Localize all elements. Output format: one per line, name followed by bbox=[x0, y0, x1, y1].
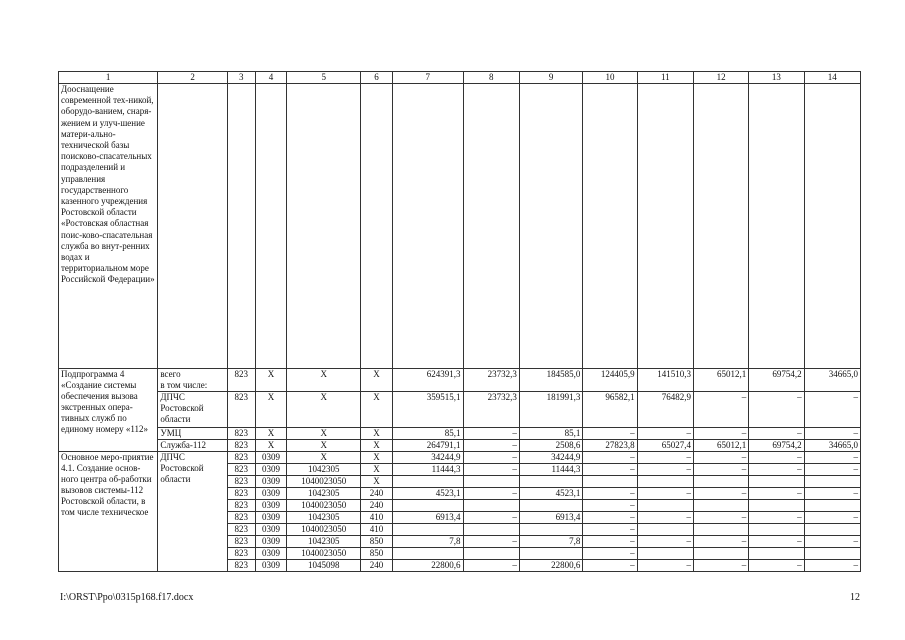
table-row bbox=[59, 452, 861, 464]
cell-c13: 69754,2 bbox=[749, 440, 804, 452]
cell-c3: 823 bbox=[227, 536, 255, 548]
executor-cell: ДПЧС Ростовской области bbox=[158, 392, 228, 428]
cell-c10: – bbox=[583, 560, 637, 572]
cell-c13: – bbox=[749, 392, 804, 428]
col-header: 14 bbox=[804, 72, 860, 84]
cell-c10: – bbox=[583, 536, 637, 548]
cell-c10: – bbox=[583, 464, 637, 476]
executor-cell: всего в том числе: bbox=[158, 369, 228, 392]
cell-c8 bbox=[463, 500, 519, 512]
cell-c6: X bbox=[361, 464, 393, 476]
cell-c4: 0309 bbox=[255, 500, 287, 512]
executor-cell: Служба-112 bbox=[158, 440, 228, 452]
cell-c8: – bbox=[463, 560, 519, 572]
cell-c4: 0309 bbox=[255, 488, 287, 500]
cell-c14 bbox=[804, 476, 860, 488]
cell-c14: – bbox=[804, 512, 860, 524]
cell-c4: 0309 bbox=[255, 512, 287, 524]
col-header: 11 bbox=[637, 72, 693, 84]
cell-c12 bbox=[693, 548, 748, 560]
cell-c5: 1042305 bbox=[287, 488, 361, 500]
cell-c7: 34244,9 bbox=[392, 452, 463, 464]
cell-c10: – bbox=[583, 512, 637, 524]
cell-c11 bbox=[637, 476, 693, 488]
cell-c11 bbox=[637, 500, 693, 512]
cell-c4: X bbox=[255, 369, 287, 392]
cell-c9: 85,1 bbox=[519, 428, 583, 440]
cell-c7: 7,8 bbox=[392, 536, 463, 548]
cell-c13: 69754,2 bbox=[749, 369, 804, 392]
cell-c5: X bbox=[287, 392, 361, 428]
cell-c12: 65012,1 bbox=[693, 369, 748, 392]
col-header: 13 bbox=[749, 72, 804, 84]
cell-c11 bbox=[637, 548, 693, 560]
col-header: 6 bbox=[361, 72, 393, 84]
cell-c11: – bbox=[637, 488, 693, 500]
cell-c9: 184585,0 bbox=[519, 369, 583, 392]
cell-c6: 240 bbox=[361, 488, 393, 500]
cell-c3: 823 bbox=[227, 524, 255, 536]
cell-c5: X bbox=[287, 440, 361, 452]
cell-c8: – bbox=[463, 464, 519, 476]
col-header: 2 bbox=[158, 72, 228, 84]
cell-c14: – bbox=[804, 464, 860, 476]
col-header: 1 bbox=[59, 72, 158, 84]
cell-c6: X bbox=[361, 440, 393, 452]
cell-c5: 1040023050 bbox=[287, 500, 361, 512]
cell-c9: 181991,3 bbox=[519, 392, 583, 428]
cell-c9: 4523,1 bbox=[519, 488, 583, 500]
cell-c12 bbox=[693, 476, 748, 488]
cell-c8 bbox=[463, 548, 519, 560]
cell-c5: 1042305 bbox=[287, 536, 361, 548]
cell-c13: – bbox=[749, 428, 804, 440]
cell-c5: 1045098 bbox=[287, 560, 361, 572]
cell-c12: – bbox=[693, 392, 748, 428]
cell-c7 bbox=[392, 548, 463, 560]
cell-c8: – bbox=[463, 428, 519, 440]
cell-c6: X bbox=[361, 369, 393, 392]
cell-c13: – bbox=[749, 536, 804, 548]
cell-c3: 823 bbox=[227, 464, 255, 476]
cell-c7: 4523,1 bbox=[392, 488, 463, 500]
cell-c4: X bbox=[255, 428, 287, 440]
cell-c14: – bbox=[804, 536, 860, 548]
cell-c7: 264791,1 bbox=[392, 440, 463, 452]
cell-c8: 23732,3 bbox=[463, 392, 519, 428]
cell-c8: – bbox=[463, 440, 519, 452]
cell-c10: – bbox=[583, 524, 637, 536]
page-number: 12 bbox=[850, 592, 860, 603]
cell-c5: 1040023050 bbox=[287, 524, 361, 536]
cell-c3: 823 bbox=[227, 560, 255, 572]
col-header: 10 bbox=[583, 72, 637, 84]
cell-c7: 624391,3 bbox=[392, 369, 463, 392]
cell-c13 bbox=[749, 476, 804, 488]
col-header: 4 bbox=[255, 72, 287, 84]
cell-c6: X bbox=[361, 452, 393, 464]
col-header: 12 bbox=[693, 72, 748, 84]
cell-c11: – bbox=[637, 560, 693, 572]
cell-c4: 0309 bbox=[255, 536, 287, 548]
table-row bbox=[59, 369, 861, 392]
cell-c10: – bbox=[583, 488, 637, 500]
cell-c12: – bbox=[693, 560, 748, 572]
cell-c10: 124405,9 bbox=[583, 369, 637, 392]
cell-c3: 823 bbox=[227, 488, 255, 500]
cell-c3: 823 bbox=[227, 512, 255, 524]
cell-c9: 22800,6 bbox=[519, 560, 583, 572]
cell-c8: 23732,3 bbox=[463, 369, 519, 392]
cell-c9: 6913,4 bbox=[519, 512, 583, 524]
cell-c13: – bbox=[749, 452, 804, 464]
cell-c4: X bbox=[255, 440, 287, 452]
cell-c4: 0309 bbox=[255, 560, 287, 572]
file-path: I:\ORST\Ppo\0315p168.f17.docx bbox=[60, 592, 194, 603]
cell-c3: 823 bbox=[227, 548, 255, 560]
cell-c3: 823 bbox=[227, 428, 255, 440]
cell-c9 bbox=[519, 548, 583, 560]
cell-c14: – bbox=[804, 488, 860, 500]
cell-c5: 1042305 bbox=[287, 464, 361, 476]
cell-c13: – bbox=[749, 560, 804, 572]
block1-description: Дооснащение современной тех-никой, оборудо-ванием, снаря-жением и улуч-шение матери-ально-технической базы поисково-спасательных подразделений и управления государственного казенного учреждения Ростовской области «Ростовская областная поис-ково-спасательная служба во внут-ренних водах и территориальном море Российской Федерации» bbox=[59, 84, 158, 369]
cell-c12: 65012,1 bbox=[693, 440, 748, 452]
cell-c3: 823 bbox=[227, 500, 255, 512]
cell-c12: – bbox=[693, 428, 748, 440]
cell-c3: 823 bbox=[227, 452, 255, 464]
cell-c4: 0309 bbox=[255, 548, 287, 560]
cell-c14: – bbox=[804, 428, 860, 440]
cell-c13 bbox=[749, 500, 804, 512]
cell-c12 bbox=[693, 500, 748, 512]
cell-c9 bbox=[519, 524, 583, 536]
cell-c7: 85,1 bbox=[392, 428, 463, 440]
cell-c14 bbox=[804, 524, 860, 536]
cell-c5: 1040023050 bbox=[287, 476, 361, 488]
cell-c5: X bbox=[287, 369, 361, 392]
cell-c13 bbox=[749, 524, 804, 536]
cell-c10 bbox=[583, 476, 637, 488]
executor-cell: УМЦ bbox=[158, 428, 228, 440]
cell-c3: 823 bbox=[227, 392, 255, 428]
table-row bbox=[59, 392, 861, 428]
cell-c13: – bbox=[749, 488, 804, 500]
cell-c9: 2508,6 bbox=[519, 440, 583, 452]
cell-c11: 65027,4 bbox=[637, 440, 693, 452]
cell-c7: 11444,3 bbox=[392, 464, 463, 476]
cell-c6: X bbox=[361, 476, 393, 488]
cell-c3: 823 bbox=[227, 440, 255, 452]
cell-c6: 850 bbox=[361, 536, 393, 548]
table-row bbox=[59, 428, 861, 440]
cell-c6: 410 bbox=[361, 524, 393, 536]
cell-c12: – bbox=[693, 512, 748, 524]
cell-c7: 359515,1 bbox=[392, 392, 463, 428]
subprogram-title: Подпрограмма 4 «Создание системы обеспечения вызова экстренных опера-тивных служб по единому номеру «112» bbox=[59, 369, 158, 452]
cell-c14: 34665,0 bbox=[804, 369, 860, 392]
cell-c9: 7,8 bbox=[519, 536, 583, 548]
cell-c4: X bbox=[255, 392, 287, 428]
cell-c6: X bbox=[361, 428, 393, 440]
cell-c11: – bbox=[637, 536, 693, 548]
cell-c12: – bbox=[693, 488, 748, 500]
cell-c12 bbox=[693, 524, 748, 536]
cell-c5: 1040023050 bbox=[287, 548, 361, 560]
cell-c3: 823 bbox=[227, 476, 255, 488]
cell-c6: 850 bbox=[361, 548, 393, 560]
cell-c7 bbox=[392, 476, 463, 488]
cell-c10: – bbox=[583, 500, 637, 512]
cell-c11: – bbox=[637, 512, 693, 524]
cell-c8: – bbox=[463, 452, 519, 464]
cell-c13 bbox=[749, 548, 804, 560]
cell-c9: 11444,3 bbox=[519, 464, 583, 476]
cell-c7: 6913,4 bbox=[392, 512, 463, 524]
cell-c13: – bbox=[749, 464, 804, 476]
table-row bbox=[59, 84, 861, 369]
cell-c8: – bbox=[463, 512, 519, 524]
cell-c4: 0309 bbox=[255, 476, 287, 488]
budget-table bbox=[58, 71, 861, 572]
cell-c3: 823 bbox=[227, 369, 255, 392]
cell-c10: 27823,8 bbox=[583, 440, 637, 452]
cell-c14 bbox=[804, 548, 860, 560]
cell-c10: – bbox=[583, 428, 637, 440]
cell-c9 bbox=[519, 500, 583, 512]
table-row bbox=[59, 440, 861, 452]
col-header: 7 bbox=[392, 72, 463, 84]
cell-c10: – bbox=[583, 452, 637, 464]
cell-c8 bbox=[463, 524, 519, 536]
cell-c14: – bbox=[804, 452, 860, 464]
header-row bbox=[59, 72, 861, 84]
cell-c6: 410 bbox=[361, 512, 393, 524]
cell-c13: – bbox=[749, 512, 804, 524]
col-header: 3 bbox=[227, 72, 255, 84]
cell-c8: – bbox=[463, 488, 519, 500]
measure-executor: ДПЧС Ростовской области bbox=[158, 452, 228, 572]
cell-c11: – bbox=[637, 452, 693, 464]
cell-c14: – bbox=[804, 560, 860, 572]
cell-c4: 0309 bbox=[255, 524, 287, 536]
cell-c12: – bbox=[693, 464, 748, 476]
cell-c14 bbox=[804, 500, 860, 512]
cell-c11 bbox=[637, 524, 693, 536]
cell-c12: – bbox=[693, 536, 748, 548]
cell-c7: 22800,6 bbox=[392, 560, 463, 572]
cell-c12: – bbox=[693, 452, 748, 464]
cell-c8 bbox=[463, 476, 519, 488]
cell-c11: – bbox=[637, 464, 693, 476]
cell-c9: 34244,9 bbox=[519, 452, 583, 464]
cell-c6: X bbox=[361, 392, 393, 428]
cell-c7 bbox=[392, 500, 463, 512]
col-header: 8 bbox=[463, 72, 519, 84]
measure-title: Основное меро-приятие 4.1. Создание основ-ного центра об-работки вызовов системы-112 Ростовской области, в том числе техническое bbox=[59, 452, 158, 572]
cell-c6: 240 bbox=[361, 560, 393, 572]
cell-c5: X bbox=[287, 428, 361, 440]
cell-c10: – bbox=[583, 548, 637, 560]
cell-c11: 141510,3 bbox=[637, 369, 693, 392]
cell-c5: 1042305 bbox=[287, 512, 361, 524]
cell-c8: – bbox=[463, 536, 519, 548]
cell-c14: 34665,0 bbox=[804, 440, 860, 452]
cell-c11: 76482,9 bbox=[637, 392, 693, 428]
cell-c9 bbox=[519, 476, 583, 488]
col-header: 5 bbox=[287, 72, 361, 84]
col-header: 9 bbox=[519, 72, 583, 84]
cell-c4: 0309 bbox=[255, 452, 287, 464]
cell-c11: – bbox=[637, 428, 693, 440]
cell-c10: 96582,1 bbox=[583, 392, 637, 428]
cell-c7 bbox=[392, 524, 463, 536]
cell-c6: 240 bbox=[361, 500, 393, 512]
cell-c14: – bbox=[804, 392, 860, 428]
cell-c4: 0309 bbox=[255, 464, 287, 476]
cell-c5: X bbox=[287, 452, 361, 464]
